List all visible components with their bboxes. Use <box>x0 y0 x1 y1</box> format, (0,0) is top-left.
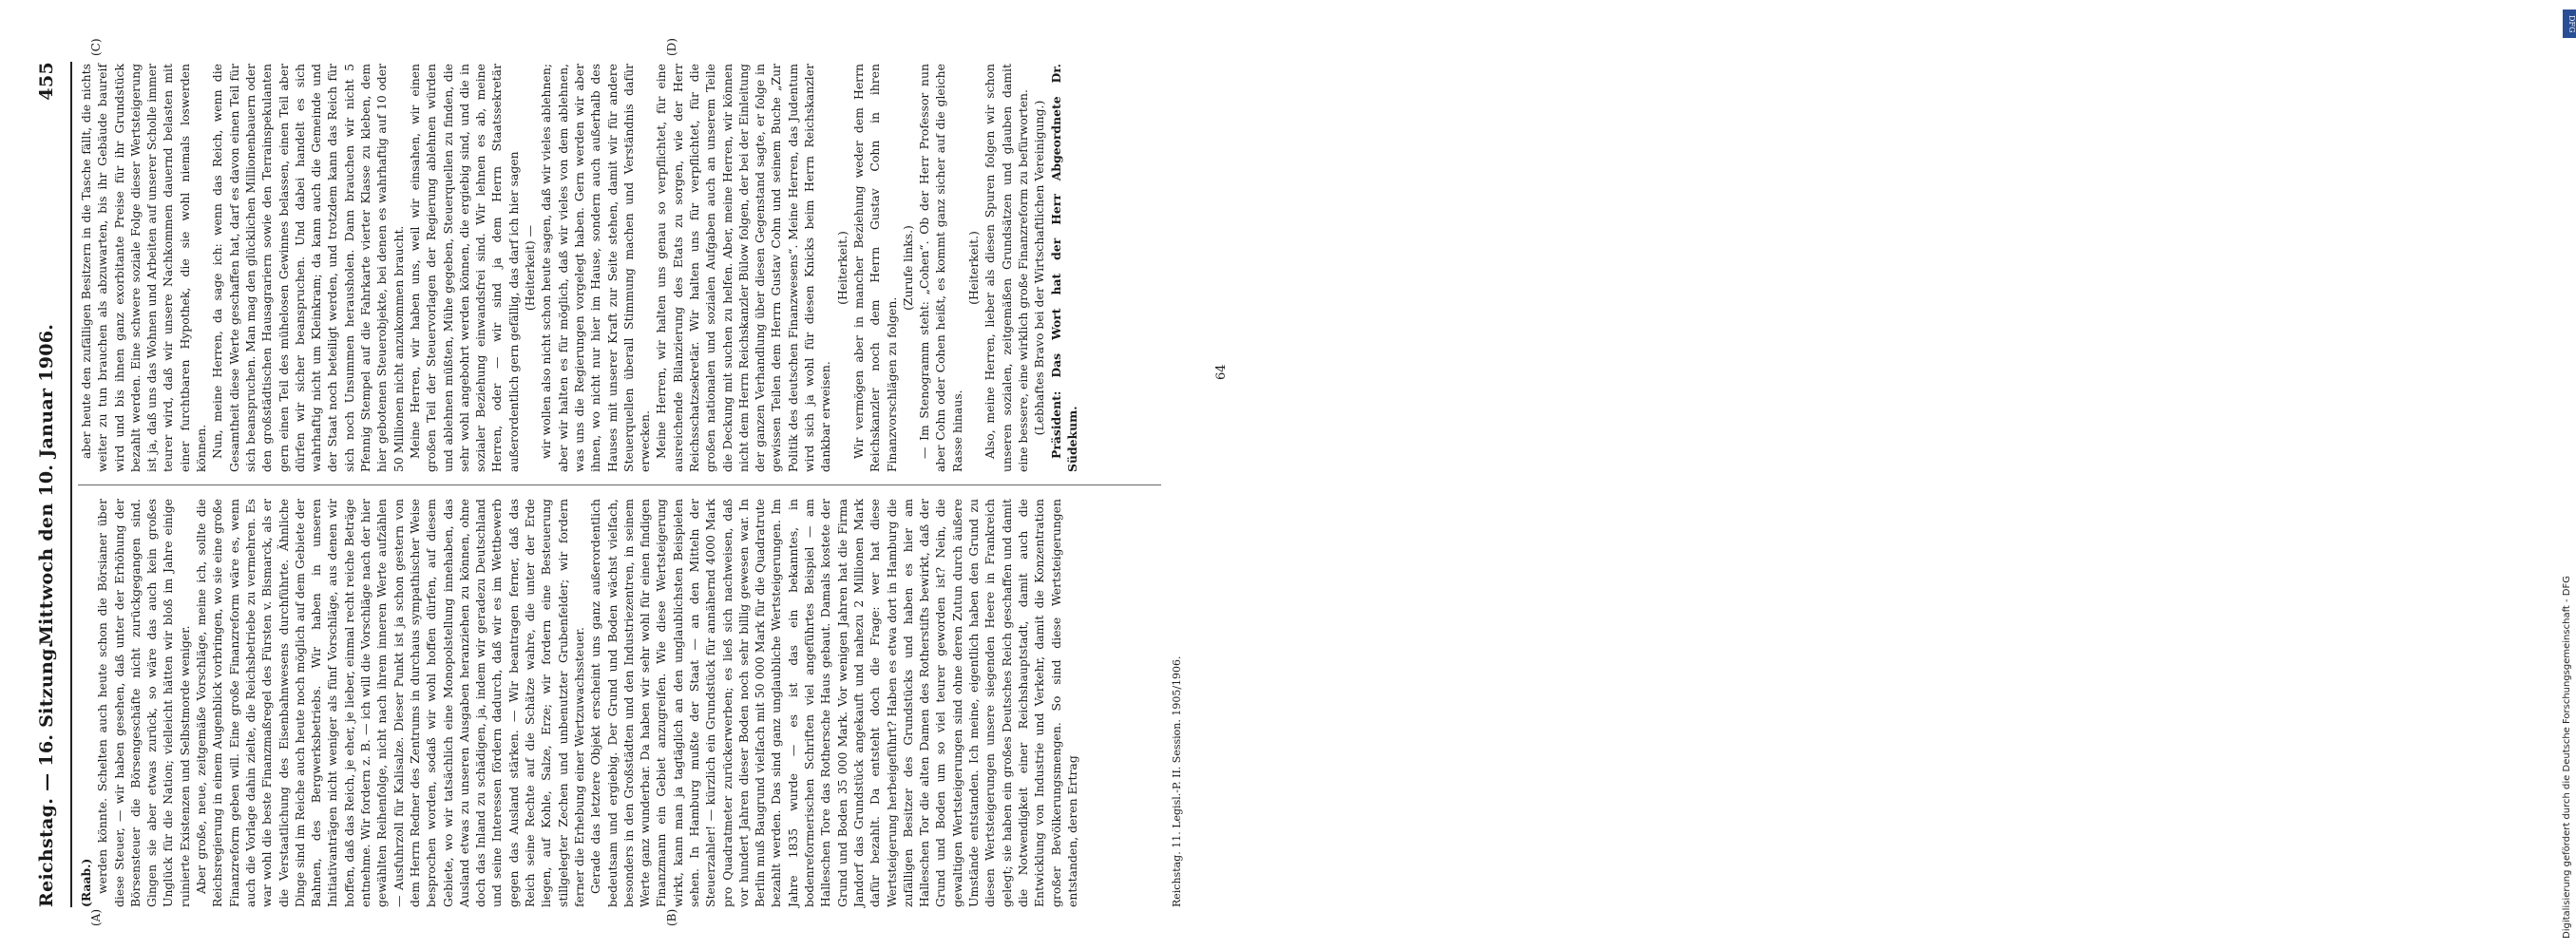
paragraph: werden könnte. Schelten auch heute schon die Börsianer über diese Steuer, — wir haben gesehen, daß unter der Erhöhung der Börsensteuer die Börsengeschäfte nicht zurückgegangen sind. Gingen sie aber etwas zurück, so wäre das auch kein großes Unglück für die Nation; vielleicht hätten wir bloß im Jahre einige ruinierte Existenzen und Selbstmorde weniger. <box>95 499 192 907</box>
paragraph: aber heute den zufälligen Besitzern in die Tasche fällt, die nichts weiter zu tun brauchen als abzuwarten, bis ihr Gebäude baureif wird und bis ihnen ganz exorbitante Preise für ihr Grundstück bezahlt werden. Eine schwere soziale Folge dieser Wertsteigerung ist ja, daß uns das Wohnen und Arbeiten auf unserer Scholle immer teurer wird, daß wir unsere Nachkommen dauernd belasten mit einer furchtbaren Hypothek, die sie wohl niemals loswerden können. <box>79 64 209 472</box>
digitization-credit: Digitalisierung gefördert durch die Deutsche Forschungsgemeinschaft - DFG <box>2562 575 2572 939</box>
column-divider <box>78 484 1161 485</box>
paragraph: Wir vermögen aber in mancher Beziehung weder dem Herrn Reichskanzler noch dem Herrn Gustav Cohn in ihren Finanzvorschlägen zu folgen. <box>850 64 899 472</box>
paragraph: Meine Herren, wir halten uns genau so verpflichtet, für eine ausreichende Bilanzierung des Etats zu sorgen, wie der Herr Reichsschatzsekretär. Wir halten uns für verpflichtet, für die großen nationalen und sozialen Aufgaben auch an unserem Teile die Deckung mit suchen zu helfen. Aber, meine Herren, wir können nicht dem Herrn Reichskanzler Bülow folgen, der bei der Einleitung der ganzen Verhandlung über diesen Gegenstand sagte, er folge in gewissen Teilen dem Herrn Gustav Cohn und seinem Buche „Zur Politik des deutschen Finanzwesens“. Meine Herren, das Judentum wird sich ja wohl für diesen Knicks beim Herrn Reichskanzler dankbar erweisen. <box>654 64 833 472</box>
president-line: Präsident: Das Wort hat der Herr Abgeordnete Dr. Südekum. <box>1048 64 1079 472</box>
paragraph: Nun, meine Herren, da sage ich: wenn das Reich, wenn die Gesamtheit diese Werte geschaffen hat, darf es davon einen Teil für sich beanspruchen. Man mag den glücklichen Millionenbauern oder den großstädtischen Hausagrariern sowie den Terrainspekulanten gern einen Teil des mühelosen Gewinnes belassen, einen Teil aber dürfen wir sicher beanspruchen. Und dabei handelt es sich wahrhaftig nicht um Kleinkram; da kann auch die Gemeinde und der Staat noch beteiligt werden, und trotzdem kann das Reich für sich noch Unsummen herausholen. Dann brauchen wir nicht 5 Pfennig Stempel auf die Fahrkarte vierter Klasse zu kleben, dem hier gebotenen Steuerobjekte, bei denen es wahrhaftig auf 10 oder 50 Millionen nicht anzukommen braucht. <box>210 64 406 472</box>
text-column-right <box>78 64 1161 472</box>
page-number: 455 <box>36 62 57 101</box>
dfg-logo: DFG <box>2563 10 2576 38</box>
interjection: (Heiterkeit.) <box>834 231 849 305</box>
header-rule <box>70 62 72 907</box>
text-column-left <box>78 499 1161 907</box>
paragraph: Also, meine Herren, lieber als diesen Spuren folgen wir schon unseren sozialen, zeitgemäßen Grundsätzen und glauben damit eine bessere, eine wirklich große Finanzreform zu befürworten. <box>983 64 1030 472</box>
header-left: Reichstag. — 16. Sitzung. <box>36 641 57 907</box>
paragraph: Meine Herren, wir haben uns, weil wir einsahen, wir einen großen Teil der Steuervorlagen der Regierung ablehnen würden und ablehnen müßten, Mühe gegeben, Steuerquellen zu finden, die sehr wohl angebohrt werden können, die ergiebig sind, und die in sozialer Beziehung einwandsfrei sind. Wir lehnen es ab, meine Herren, oder — wir sind ja dem Herrn Staatssekretär außerordentlich gern gefällig, das darf ich hier sagen <box>407 64 521 472</box>
paragraph: — Im Stenogramm steht: „Cohen“. Ob der Herr Professor nun aber Cohn oder Cohen heißt, es kommt ganz sicher auf die gleiche Rasse hinaus. <box>917 64 964 472</box>
margin-mark-c: (C) <box>89 38 103 56</box>
paragraph: Gerade das letztere Objekt erscheint uns ganz außerordentlich bedeutsam und ergiebig. Der Grund und Boden wächst vielfach, besonders in den Großstädten und den Industriezentren, in seinem Werte ganz wunderbar. Da haben wir sehr wohl für einen findigen Finanzmann ein Gebiet anzugreifen. Wie diese Wertsteigerung wirkt, kann man ja tagtäglich an den unglaublichsten Beispielen sehen. In Hamburg mußte der Staat — an den Mitteln der Steuerzahler! — kürzlich ein Grundstück für annähernd 4000 Mark pro Quadratmeter zurückerwerben; es ließ sich nachweisen, daß vor hundert Jahren dieser Boden noch sehr billig gewesen war. In Berlin muß Baugrund vielfach mit 50 000 Mark für die Quadratrute bezahlt werden. Das sind ganz unglaubliche Wertsteigerungen. Im Jahre 1835 wurde — es ist das ein bekanntes, in bodenreformerischen Schriften viel angeführtes Beispiel — am Halleschen Tore das Rothersche Haus gebaut. Damals kostete der Grund und Boden 35 000 Mark. Vor wenigen Jahren hat die Firma Jandorf das Grundstück angekauft und nahezu 2 Millionen Mark dafür bezahlt. Da entsteht doch die Frage: wer hat diese Wertsteigerung herbeigeführt? Haben es etwa dort in Hamburg die zufälligen Besitzer des Grundstücks und haben es hier am Halleschen Tor die alten Damen des Rotherstifts bewirkt, daß der Grund und Boden um so viel teurer geworden ist? Nein, die gewaltigen Wertsteigerungen sind ohne deren Zutun durch äußere Umstände entstanden. Ich meine, eigentlich haben den Grund zu diesen Wertsteigerungen unsere siegenden Heere in Frankreich gelegt; sie haben ein großes Deutsches Reich geschaffen und damit die Notwendigkeit einer Reichshauptstadt, damit auch die Entwicklung von Industrie und Verkehr, damit die Konzentration großer Bevölkerungsmengen. So sind diese Wertsteigerungen entstanden, deren Ertrag <box>588 499 1079 907</box>
interjection: (Heiterkeit.) <box>966 231 982 305</box>
interjection: (Heiterkeit) — <box>523 224 538 312</box>
paragraph: Aber große, neue, zeitgemäße Vorschläge, meine ich, sollte die Reichsregierung in einem Augenblick vorbringen, wo sie eine große Finanzreform geben will. Eine große Finanzreform wäre es, wenn auch die Vorlage dahin zielte, die Reichsbetriebe zu vermehren. Es war wohl die beste Finanzmaßregel des Fürsten v. Bismarck, als er die Verstaatlichung des Eisenbahnwesens durchführte. Ähnliche Dinge sind im Reiche auch heute noch möglich auf dem Gebiete der Bahnen, des Bergwerksbetriebs. Wir haben in unseren Initiativanträgen nicht weniger als fünf Vorschläge, aus denen wir hoffen, daß das Reich, je eher, je lieber, einmal recht reiche Beträge entnehme. Wir fordern z. B. — ich will die Vorschläge nach der hier gewählten Reihenfolge, nicht nach ihrem inneren Werte aufzählen — Ausfuhrzoll für Kalisalze. Dieser Punkt ist ja schon gestern von dem Herrn Redner des Zentrums in durchaus sympathischer Weise besprochen worden, sodaß wir wohl hoffen dürfen, auf diesem Gebiete, wo wir tatsächlich eine Monopolstellung innehaben, das Ausland etwas zu unseren Ausgaben heranziehen zu können, ohne doch das Inland zu schädigen, ja, indem wir geradezu Deutschland und seine Interessen fördern dadurch, daß wir es im Wettbewerb gegen das Ausland stärken. — Wir beantragen ferner, daß das Reich seine Rechte auf die Schätze wahre, die unter der Erde liegen, auf Kohle, Salze, Erze; wir fordern eine Besteuerung stillgelegter Zechen und unbenutzter Grubenfelder; wir fordern ferner die Erhebung einer Wertzuwachssteuer. <box>194 499 586 907</box>
digitization-sidebar <box>1264 0 2576 950</box>
interjection: (Zurufe links.) <box>900 225 915 311</box>
speaker-tag: (Raab.) <box>79 858 93 907</box>
document-page <box>0 33 1264 945</box>
page-footer: Reichstag. 11. Legisl.-P. II. Session. 1905/1906. <box>1171 656 1183 907</box>
margin-mark-b: (B) <box>665 908 678 926</box>
header-date: Mittwoch den 10. Januar 1906. <box>36 323 57 646</box>
page-header <box>36 62 68 907</box>
margin-mark-a: (A) <box>89 908 103 926</box>
margin-mark-d: (D) <box>665 38 678 56</box>
interjection: (Lebhaftes Bravo bei der Wirtschaftlichen Vereinigung.) <box>1032 100 1047 436</box>
page-mark: 64 <box>1214 364 1229 380</box>
paragraph: wir wollen also nicht schon heute sagen, daß wir vieles ablehnen; aber wir halten es für möglich, daß wir vieles von dem ablehnen, was uns die Regierungen vorgelegt haben. Gern werden wir aber ihnen, wo nicht nur hier im Hause, sondern auch außerhalb des Hauses mit unserer Kraft zur Seite stehen, damit wir für andere Steuerquellen überall Stimmung machen und Verständnis dafür erwecken. <box>539 64 653 472</box>
